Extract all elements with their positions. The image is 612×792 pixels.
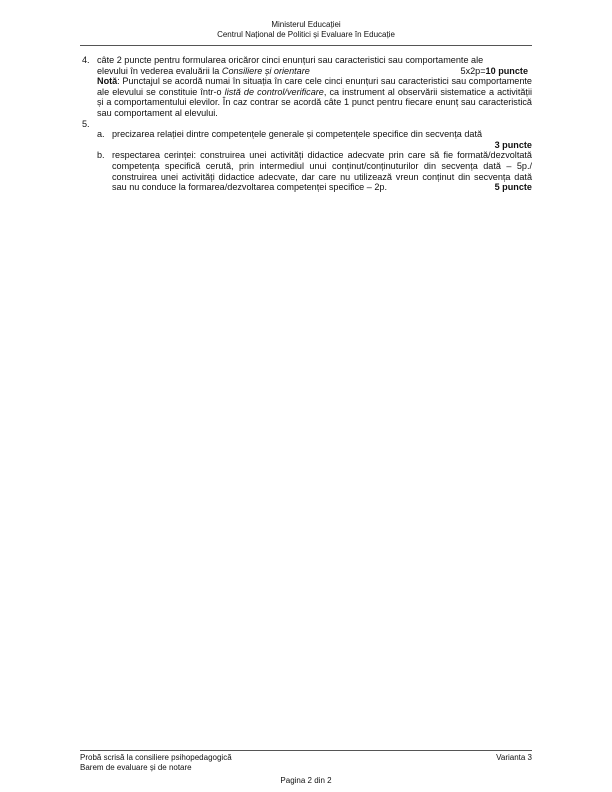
item-4 (82, 55, 532, 119)
item-5b (82, 150, 532, 192)
item-4-score: 5x2p=10 puncte (460, 65, 528, 76)
item-5a (82, 129, 532, 150)
item-number: 5. (82, 118, 90, 129)
item-5-blank-line (97, 119, 532, 130)
item-4-line2-text: elevului în vederea evaluării la Consiliere și orientare (97, 65, 310, 76)
subitem-letter: a. (97, 129, 105, 140)
item-5a-text: precizarea relației dintre competențele generale și competențele specifice din secvența dată (112, 129, 483, 140)
item-5b-score: 5 puncte (494, 182, 532, 193)
item-5b-text: respectarea cerinței: construirea unei activități didactice adecvate prin care să fie formată/dezvoltată competența specifică cerută, prin intermediul unui conținut/conținuturilor din secvența dată – 5p./ construirea unei activități didactice adecvate, dar care nu utilizează vreun conținut din secvența dată sau nu conduce la formarea/dezvoltarea competenței specifice – 2p. (112, 150, 532, 193)
grading-content (82, 55, 532, 193)
footer-subtitle: Barem de evaluare și de notare (80, 763, 192, 772)
item-4-note: Notă: Punctajul se acordă numai în situația în care cele cinci enunțuri sau caracteristici sau comportamente ale elevului se constituie într-o listă de control/verificare, ca instrument al observării sistematice a activității și a comportamentului elevilor. În caz contrar se acordă câte 1 punct pentru fiecare enunț sau caracteristică sau comportament al elevului. (97, 76, 532, 118)
footer-variant: Varianta 3 (496, 753, 532, 762)
footer-exam-title: Probă scrisă la consiliere psihopedagogică (80, 753, 232, 762)
subject-name: Consiliere și orientare (221, 65, 310, 76)
item-5a-score: 3 puncte (494, 139, 532, 150)
page-header (80, 20, 532, 40)
item-number: 4. (82, 55, 90, 65)
subitem-letter: b. (97, 150, 105, 161)
header-divider (80, 45, 532, 46)
page-footer (80, 753, 532, 786)
note-label: Notă (97, 76, 118, 87)
header-ministry: Ministerul Educației (271, 20, 341, 29)
item-5 (82, 119, 532, 130)
item-4-line2 (97, 66, 532, 77)
item-4-line1: câte 2 puncte pentru formularea oricăror cinci enunțuri sau caracteristici sau comportamente ale (97, 55, 484, 65)
footer-divider (80, 750, 532, 751)
page-number: Pagina 2 din 2 (280, 776, 332, 785)
header-center: Centrul Național de Politici și Evaluare în Educație (217, 30, 395, 39)
